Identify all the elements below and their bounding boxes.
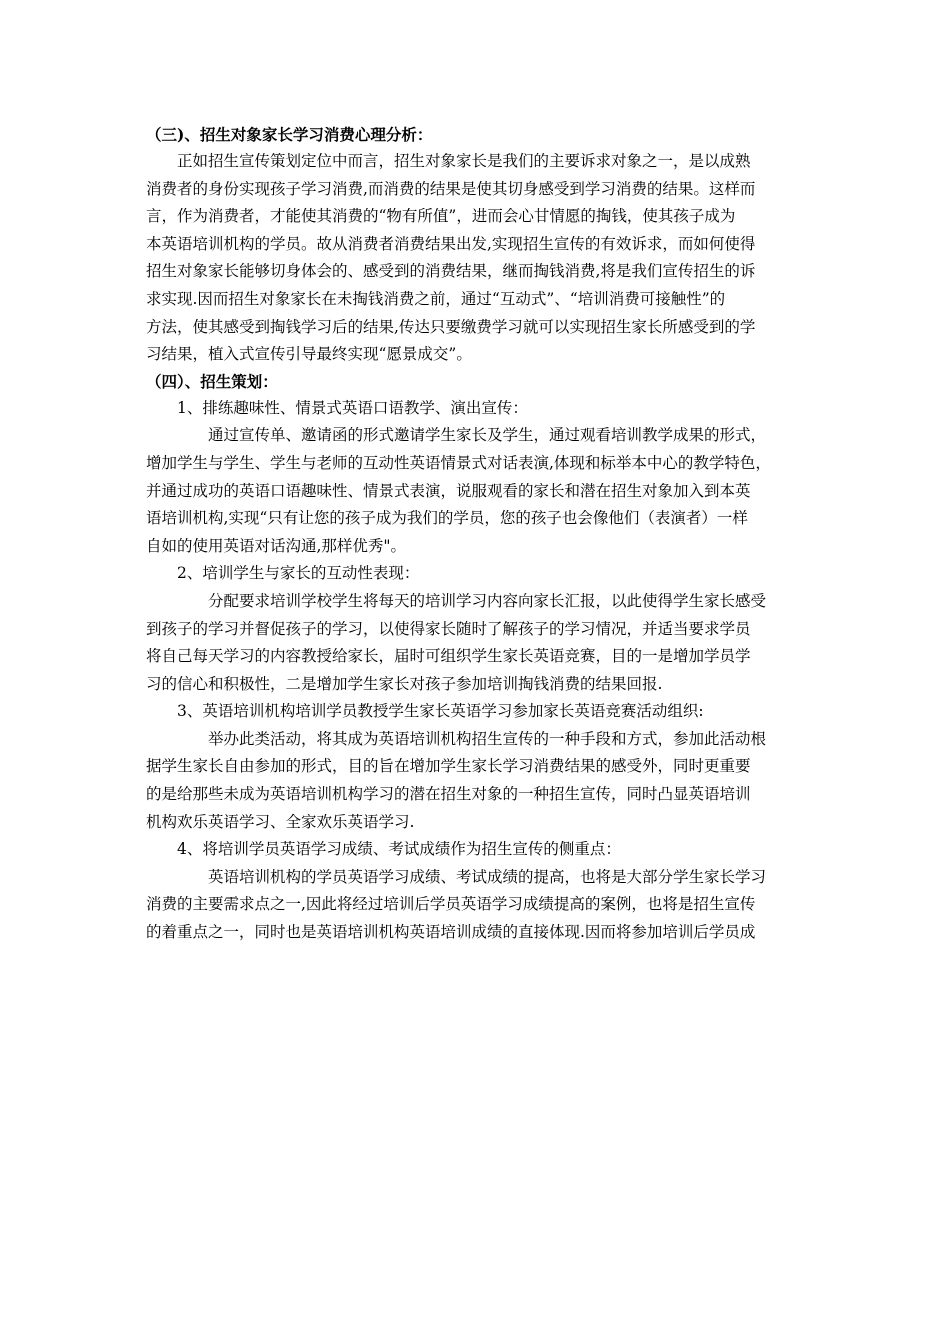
paragraph-line: 分配要求培训学校学生将每天的培训学习内容向家长汇报，以此使得学生家长感受 — [208, 591, 767, 610]
paragraph-line: 习的信心和积极性，二是增加学生家长对孩子参加培训掏钱消费的结果回报. — [146, 674, 663, 693]
item-title: 3、英语培训机构培训学员教授学生家长英语学习参加家长英语竞赛活动组织: — [177, 702, 704, 721]
paragraph-line: 机构欢乐英语学习、全家欢乐英语学习. — [146, 812, 415, 831]
section-heading: （四）、招生策划： — [146, 371, 278, 391]
item-title: 4、将培训学员英语学习成绩、考试成绩作为招生宣传的侧重点： — [177, 840, 621, 859]
paragraph-line: 消费的主要需求点之一,因此将经过培训后学员英语学习成绩提高的案例，也将是招生宣传 — [146, 895, 756, 914]
paragraph-line: 求实现.因而招生对象家长在未掏钱消费之前，通过“互动式”、“培训消费可接触性”的 — [146, 289, 726, 308]
item-title: 1、排练趣味性、情景式英语口语教学、演出宣传： — [177, 398, 528, 417]
paragraph-line: 语培训机构,实现“只有让您的孩子成为我们的学员，您的孩子也会像他们（表演者）一样 — [146, 509, 748, 528]
paragraph-line: 英语培训机构的学员英语学习成绩、考试成绩的提高，也将是大部分学生家长学习 — [208, 867, 767, 886]
document-body — [146, 122, 816, 947]
paragraph-line: 据学生家长自由参加的形式，目的旨在增加学生家长学习消费结果的感受外，同时更重要 — [146, 757, 751, 776]
paragraph-line: 的着重点之一，同时也是英语培训机构英语培训成绩的直接体现.因而将参加培训后学员成 — [146, 923, 756, 942]
paragraph-line: 本英语培训机构的学员。故从消费者消费结果出发,实现招生宣传的有效诉求，而如何使得 — [146, 234, 756, 253]
paragraph-line: 自如的使用英语对话沟通,那样优秀"。 — [146, 536, 407, 555]
paragraph-line: 将自己每天学习的内容教授给家长，届时可组织学生家长英语竞赛，目的一是增加学员学 — [146, 647, 751, 666]
paragraph-line: 言，作为消费者，才能使其消费的“物有所值”，进而会心甘情愿的掏钱，使其孩子成为 — [146, 207, 736, 226]
section-heading: （三)、招生对象家长学习消费心理分析： — [146, 125, 433, 144]
item-title: 2、培训学生与家长的互动性表现： — [177, 564, 420, 583]
paragraph-line: 招生对象家长能够切身体会的、感受到的消费结果，继而掏钱消费,将是我们宣传招生的诉 — [146, 262, 756, 281]
paragraph-line: 消费者的身份实现孩子学习消费,而消费的结果是使其切身感受到学习消费的结果。这样而 — [146, 179, 756, 198]
paragraph-line: 举办此类活动，将其成为英语培训机构招生宣传的一种手段和方式，参加此活动根 — [208, 729, 767, 748]
paragraph-line: 正如招生宣传策划定位中而言，招生对象家长是我们的主要诉求对象之一，是以成熟 — [177, 152, 751, 170]
paragraph-line: 并通过成功的英语口语趣味性、情景式表演，说服观看的家长和潜在招生对象加入到本英 — [146, 481, 751, 500]
paragraph-line: 通过宣传单、邀请函的形式邀请学生家长及学生，通过观看培训教学成果的形式， — [208, 426, 767, 445]
paragraph-line: 的是给那些未成为英语培训机构学习的潜在招生对象的一种招生宣传，同时凸显英语培训 — [146, 785, 751, 804]
paragraph-line: 方法，使其感受到掏钱学习后的结果,传达只要缴费学习就可以实现招生家长所感受到的学 — [146, 317, 756, 336]
paragraph-line: 习结果，植入式宣传引导最终实现“愿景成交”。 — [146, 345, 472, 364]
paragraph-line: 到孩子的学习并督促孩子的学习，以使得家长随时了解孩子的学习情况，并适当要求学员 — [146, 619, 751, 638]
paragraph-line: 增加学生与学生、学生与老师的互动性英语情景式对话表演,体现和标举本中心的教学特色， — [146, 453, 771, 472]
